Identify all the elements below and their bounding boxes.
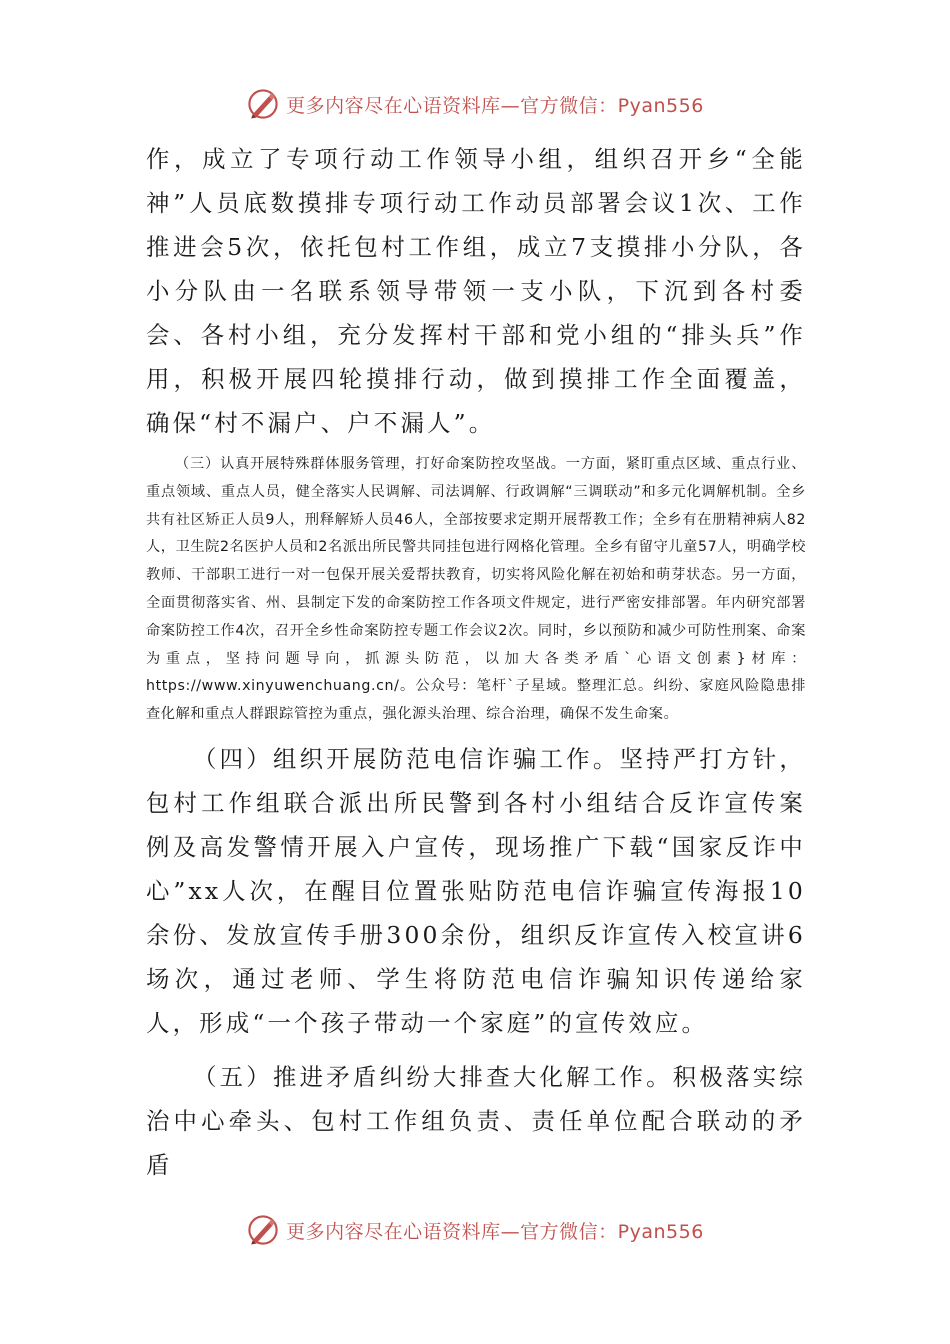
document-body bbox=[146, 137, 806, 1187]
pen-logo-icon bbox=[246, 87, 280, 121]
paragraph-section-5: （五）推进矛盾纠纷大排查大化解工作。积极落实综治中心牵头、包村工作组负责、责任单位配合联动的矛盾 bbox=[146, 1062, 806, 1179]
pen-logo-icon bbox=[246, 1213, 280, 1247]
footer-banner-text: 更多内容尽在心语资料库—官方微信：Pyan556 bbox=[286, 1220, 704, 1243]
paragraph-section-3: （三）认真开展特殊群体服务管理，打好命案防控攻坚战。一方面，紧盯重点区域、重点行业、重点领域、重点人员，健全落实人民调解、司法调解、行政调解“三调联动”和多元化调解机制。全乡共有社区矫正人员9人，刑释解矫人员46人，全部按要求定期开展帮教工作；全乡有在册精神病人82人，卫生院2名医护人员和2名派出所民警共同挂包进行网格化管理。全乡有留守儿童57人，明确学校教师、干部职工进行一对一包保开展关爱帮扶教育，切实将风险化解在初始和萌芽状态。另一方面，全面贯彻落实省、州、县制定下发的命案防控工作各项文件规定，进行严密安排部署。年内研究部署命案防控工作4次，召开全乡性命案防控专题工作会议2次。同时，乡以预防和减少可防性刑案、命案为重点，坚持问题导向，抓源头防范，以加大各类矛盾`心语文创素}材库：https://www.xinyuwenchuang.cn/。公众号：笔杆`子星域。整理汇总。纠纷、家庭风险隐患排查化解和重点人群跟踪管控为重点，强化源头治理、综合治理，确保不发生命案。 bbox=[146, 456, 806, 723]
header-banner bbox=[0, 84, 950, 124]
paragraph-section-4: （四）组织开展防范电信诈骗工作。坚持严打方针，包村工作组联合派出所民警到各村小组结合反诈宣传案例及高发警情开展入户宣传，现场推广下载“国家反诈中心”xx人次，在醒目位置张贴防范电信诈骗宣传海报10余份、发放宣传手册300余份，组织反诈宣传入校宣讲6场次，通过老师、学生将防范电信诈骗知识传递给家人，形成“一个孩子带动一个家庭”的宣传效应。 bbox=[146, 744, 806, 1037]
footer-banner bbox=[0, 1210, 950, 1250]
header-banner-text: 更多内容尽在心语资料库—官方微信：Pyan556 bbox=[286, 94, 704, 117]
paragraph-intro: 作，成立了专项行动工作领导小组，组织召开乡“全能神”人员底数摸排专项行动工作动员部署会议1次、工作推进会5次，依托包村工作组，成立7支摸排小分队，各小分队由一名联系领导带领一支小队，下沉到各村委会、各村小组，充分发挥村干部和党小组的“排头兵”作用，积极开展四轮摸排行动，做到摸排工作全面覆盖，确保“村不漏户、户不漏人”。 bbox=[146, 145, 806, 437]
